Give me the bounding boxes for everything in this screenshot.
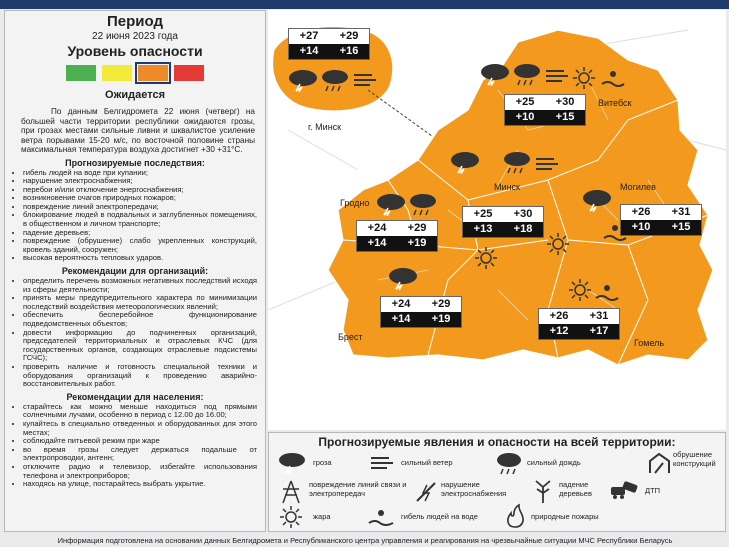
expected-heading: Ожидается: [105, 89, 165, 101]
list-item: • принять меры предупредительного характера по минимизации последствий воздействия метеорологических явлений;: [23, 294, 257, 311]
day-temp-min: +24: [391, 298, 411, 310]
day-temp-max: +30: [513, 208, 533, 220]
list-item: • блокирование людей в подвальных и заглубленных помещениях, в общественном и личном транспорте;: [23, 211, 257, 228]
night-temp-min: +10: [631, 221, 651, 233]
drowning-icon: [367, 505, 395, 529]
night-temp-min: +10: [515, 111, 535, 123]
legend-trees: падение деревьев: [559, 480, 592, 498]
city-label-grodno: Гродно: [340, 198, 370, 208]
level-orange: [138, 65, 168, 81]
day-temp-max: +30: [555, 96, 575, 108]
legend-drowning: гибель людей на воде: [401, 512, 478, 521]
rain-icon: [408, 192, 438, 216]
list-item: • повреждение (обрушение) слабо укрепленных конструкций, кровель зданий, сооружен;: [23, 237, 257, 254]
forecast-intro: По данным Белгидромета 22 июня (четверг) на большей части территории республики ожидаются грозы, при грозах местами сильные ливни и шквалистое усиление ветра порывами 15-20 м/с, по восточной половине страны максимальная температура воздуха достигнет +30 +31°С.: [21, 107, 255, 154]
list-item: • отключите радио и телевизор, избегайте использования телефона и электроприборов;: [23, 463, 257, 480]
night-temp-max: +19: [431, 313, 451, 325]
legend-title: Прогнозируемые явления и опасности на всей территории:: [318, 435, 676, 449]
car-crash-icon: [609, 479, 639, 503]
consequences-title: Прогнозируемые последствия:: [65, 157, 205, 168]
list-item: • определить перечень возможных негативных последствий исходя из сферы деятельности;: [23, 277, 257, 294]
thunder-icon: [386, 266, 420, 290]
night-temp-max: +15: [671, 221, 691, 233]
thunder-icon: [374, 192, 408, 216]
list-item: • проверить наличие и готовность специальной техники и оборудования организаций к проведению аварийно-восстановительных работ.: [23, 363, 257, 389]
list-item: • обеспечить бесперебойное функционирование подведомственных объектов;: [23, 311, 257, 328]
period-date: 22 июня 2023 года: [92, 31, 178, 42]
heat-icon: [474, 246, 498, 270]
list-item: • довести информацию до подчиненных организаций, председателей территориальных и отраслевых КЧС (для государственных органов, создающих отраслевые подсистемы ГСЧС);: [23, 329, 257, 363]
legend-wind: сильный ветер: [401, 458, 453, 467]
level-green: [66, 65, 96, 81]
night-temp-min: +14: [391, 313, 411, 325]
night-temp-max: +19: [407, 237, 427, 249]
wind-icon: [534, 154, 562, 174]
drowning-icon: [602, 220, 628, 244]
night-temp-max: +15: [555, 111, 575, 123]
source-footer: Информация подготовлена на основании данных Белгидромета и Республиканского центра управления и реагирования на чрезвычайные ситуации МЧС Республики Беларусь: [57, 536, 673, 545]
heat-icon: [279, 505, 303, 529]
rain-icon: [495, 451, 523, 475]
thunder-icon: [478, 62, 512, 86]
legend-rain: сильный дождь: [527, 458, 581, 467]
list-item: • нарушение электроснабжения;: [23, 177, 257, 186]
list-item: • купайтесь в специально отведенных и оборудованных для этого местах;: [23, 420, 257, 437]
top-banner: [0, 0, 729, 9]
temp-minsk-city: [288, 28, 370, 60]
temp-brest: [380, 296, 462, 328]
temp-gomel: [538, 308, 620, 340]
level-yellow: [102, 65, 132, 81]
temp-grodno: [356, 220, 438, 252]
city-label-vitebsk: Витебск: [598, 98, 632, 108]
rain-icon: [320, 68, 350, 92]
level-red: [174, 65, 204, 81]
power-outage-icon: [413, 479, 439, 505]
legend-heat: жара: [313, 512, 331, 521]
legend-collapse: обрушение конструкций: [673, 450, 716, 468]
list-item: • возникновение очагов природных пожаров;: [23, 194, 257, 203]
wind-icon: [369, 453, 397, 473]
legend-accident: ДТП: [645, 486, 661, 495]
city-label-minsk-inset: г. Минск: [308, 122, 342, 132]
rain-icon: [502, 150, 532, 174]
danger-level-scale: [5, 65, 265, 81]
day-temp-max: +31: [589, 310, 609, 322]
day-temp-max: +29: [407, 222, 427, 234]
day-temp-max: +29: [431, 298, 451, 310]
org-recommendations-title: Рекомендации для организаций:: [61, 266, 209, 277]
period-title: Период: [107, 13, 163, 30]
population-recommendations-list: [5, 403, 265, 489]
night-temp-min: +14: [367, 237, 387, 249]
heat-icon: [572, 66, 596, 90]
temp-minsk: [462, 206, 544, 238]
power-line-icon: [277, 479, 305, 505]
list-item: • находясь на улице, постарайтесь выбрать укрытие.: [23, 480, 257, 489]
temp-mogilev: [620, 204, 702, 236]
night-temp-max: +17: [589, 325, 609, 337]
population-recommendations-title: Рекомендации для населения:: [66, 391, 204, 402]
heat-icon: [568, 278, 592, 302]
drowning-icon: [594, 280, 620, 304]
list-item: • соблюдайте питьевой режим при жаре: [23, 437, 257, 446]
city-label-gomel: Гомель: [634, 338, 665, 348]
heat-icon: [546, 232, 570, 256]
thunder-icon: [286, 68, 320, 92]
day-temp-min: +26: [631, 206, 651, 218]
fire-icon: [503, 503, 527, 529]
danger-level-title: Уровень опасности: [67, 43, 203, 59]
night-temp-min: +12: [549, 325, 569, 337]
city-label-mogilev: Могилев: [620, 182, 656, 192]
night-temp-max: +18: [513, 223, 533, 235]
drowning-icon: [600, 66, 626, 90]
day-temp-min: +27: [299, 30, 319, 42]
rain-icon: [512, 62, 542, 86]
thunder-icon: [448, 150, 482, 174]
hazards-legend: [268, 432, 726, 532]
day-temp-min: +26: [549, 310, 569, 322]
list-item: • гибель людей на воде при купании;: [23, 169, 257, 178]
belarus-map: [268, 10, 726, 430]
city-label-brest: Брест: [338, 332, 363, 342]
night-temp-max: +16: [339, 45, 359, 57]
legend-fire: природные пожары: [531, 512, 599, 521]
thunder-icon: [277, 451, 307, 475]
legend-power-outage: нарушение электроснабжения: [441, 480, 507, 498]
night-temp-min: +13: [473, 223, 493, 235]
day-temp-min: +25: [515, 96, 535, 108]
wind-icon: [544, 66, 572, 86]
list-item: • старайтесь как можно меньше находиться под прямыми солнечными лучами, особенно в период с 12.00 до 16.00;: [23, 403, 257, 420]
thunder-icon: [580, 188, 614, 212]
list-item: • перебои и/или отключение энергоснабжения;: [23, 186, 257, 195]
day-temp-max: +31: [671, 206, 691, 218]
day-temp-max: +29: [339, 30, 359, 42]
org-recommendations-list: [5, 277, 265, 389]
city-label-minsk: Минск: [494, 182, 520, 192]
list-item: • повреждение линий электропередачи;: [23, 203, 257, 212]
night-temp-min: +14: [299, 45, 319, 57]
legend-power-lines: повреждение линий связи и электропередач: [309, 480, 407, 498]
wind-icon: [352, 70, 380, 90]
consequences-list: [5, 169, 265, 264]
legend-thunder: гроза: [313, 458, 332, 467]
info-panel: [4, 10, 266, 532]
list-item: • падение деревьев;: [23, 229, 257, 238]
day-temp-min: +25: [473, 208, 493, 220]
list-item: • высокая вероятность тепловых ударов.: [23, 254, 257, 263]
day-temp-min: +24: [367, 222, 387, 234]
collapse-icon: [647, 451, 673, 475]
list-item: • во время грозы следует держаться подальше от электропроводки, антенн;: [23, 446, 257, 463]
tree-icon: [531, 477, 555, 505]
temp-vitebsk: [504, 94, 586, 126]
